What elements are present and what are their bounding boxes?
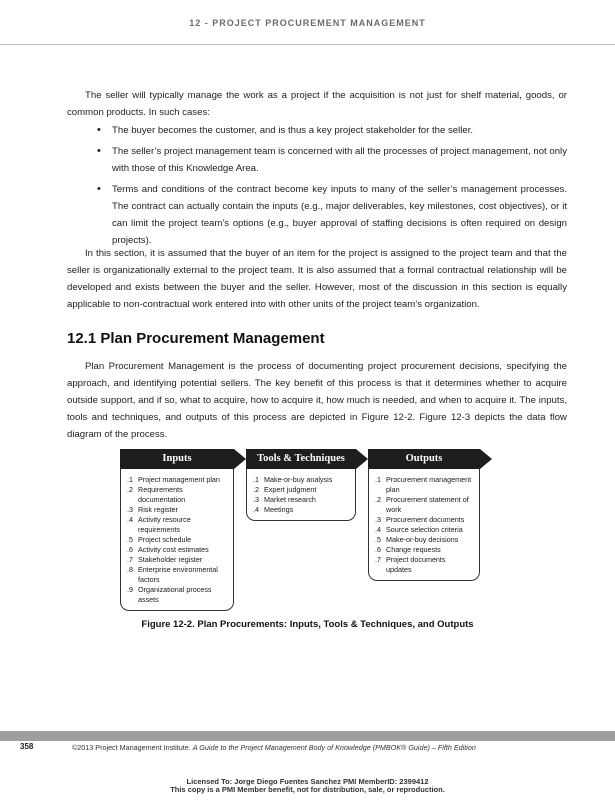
list-item: .4 Source selection criteria [375,525,463,534]
plan-text: Plan Procurement Management is the process of documenting project procurement decisions, specifying the approach, and identifying potential sellers. The key benefit of this process is that it determines whether to acquire outside support, and if so, what to acquire, how to acquire it, how much is needed, and when to acquire it. The inputs, tools and techniques, and outputs of this process are depicted in Figure 12-2. Figure 12-3 depicts the data flow diagram of the process. [67,361,567,440]
outputs-box [368,469,480,581]
tools-header [246,449,356,469]
outputs-header [368,449,480,469]
outputs-list [375,475,473,575]
list-item: .7 Project documents updates [375,555,446,574]
arrow-right-icon [356,449,368,469]
book-title: A Guide to the Project Management Body of Knowledge (PMBOK® Guide) – Fifth Edition [192,743,476,752]
tools-column [246,449,356,521]
list-item: .8 Enterprise environmental factors [127,565,218,584]
inputs-title: Inputs [162,453,192,464]
list-item: .5 Make-or-buy decisions [375,535,459,544]
arrow-right-icon [480,449,492,469]
list-item: • The buyer becomes the customer, and is thus a key project stakeholder for the seller. [95,122,567,139]
list-item: .6 Change requests [375,545,441,554]
list-item: • The seller’s project management team is concerned with all the processes of project management, not only with those of this Knowledge Area. [95,143,567,177]
list-item: .1 Procurement management plan [375,475,472,494]
section-heading: 12.1 Plan Procurement Management [67,330,325,347]
tools-list [253,475,349,515]
list-item: • Terms and conditions of the contract become key inputs to many of the seller’s management processes. The contract can actually contain the inputs (e.g., major deliverables, key milestones, cost objectives), or it can limit the project team’s options (e.g., buyer approval of staffing decisions is often required on design projects). [95,181,567,249]
intro-paragraph [67,87,567,121]
list-item: .2 Procurement statement of work [375,495,469,514]
figure-caption: Figure 12-2. Plan Procurements: Inputs, Tools & Techniques, and Outputs [141,619,474,630]
copyright-text: ©2013 Project Management Institute. [72,743,193,752]
intro-text: The seller will typically manage the work as a project if the acquisition is not just for shelf material, goods, or common products. In such cases: [67,90,567,118]
list-item: .4 Activity resource requirements [127,515,191,534]
list-item: .2 Expert judgment [253,485,317,494]
list-item: .7 Stakeholder register [127,555,203,564]
arrow-right-icon [234,449,246,469]
scope-text: In this section, it is assumed that the buyer of an item for the project is assigned to the project team and that the seller is organizationally external to the project team. It is also assumed that a formal contractual relationship will be developed and exists between the buyer and the seller. However, most of the discussion in this section is equally applicable to non-contractual work entered into with other units of the project team’s organization. [67,248,567,310]
footer-copyright [72,743,476,752]
list-item: .1 Project management plan [127,475,220,484]
page-header [0,0,615,45]
inputs-header [120,449,234,469]
license-notice [0,778,615,794]
inputs-column [120,449,234,611]
list-item: .3 Risk register [127,505,178,514]
license-line-1: Licensed To: Jorge Diego Fuentes Sanchez PMI MemberID: 2399412 [186,777,429,786]
bullet-list [95,122,567,253]
list-item: .9 Organizational process assets [127,585,212,604]
outputs-column [368,449,480,581]
footer-bar [0,731,615,741]
plan-paragraph [67,358,567,443]
tools-box [246,469,356,521]
tools-title: Tools & Techniques [257,453,345,464]
list-item: .2 Requirements documentation [127,485,186,504]
scope-paragraph [67,245,567,313]
list-item: .3 Market research [253,495,316,504]
inputs-box [120,469,234,611]
list-item: .1 Make-or-buy analysis [253,475,333,484]
list-item: .5 Project schedule [127,535,192,544]
license-line-2: This copy is a PMI Member benefit, not for distribution, sale, or reproduction. [170,785,445,794]
page-number: 358 [20,742,34,751]
inputs-list [127,475,227,605]
outputs-title: Outputs [405,453,443,464]
list-item: .4 Meetings [253,505,294,514]
list-item: .3 Procurement documents [375,515,465,524]
chapter-title: 12 - PROJECT PROCUREMENT MANAGEMENT [189,18,426,28]
list-item: .6 Activity cost estimates [127,545,209,554]
